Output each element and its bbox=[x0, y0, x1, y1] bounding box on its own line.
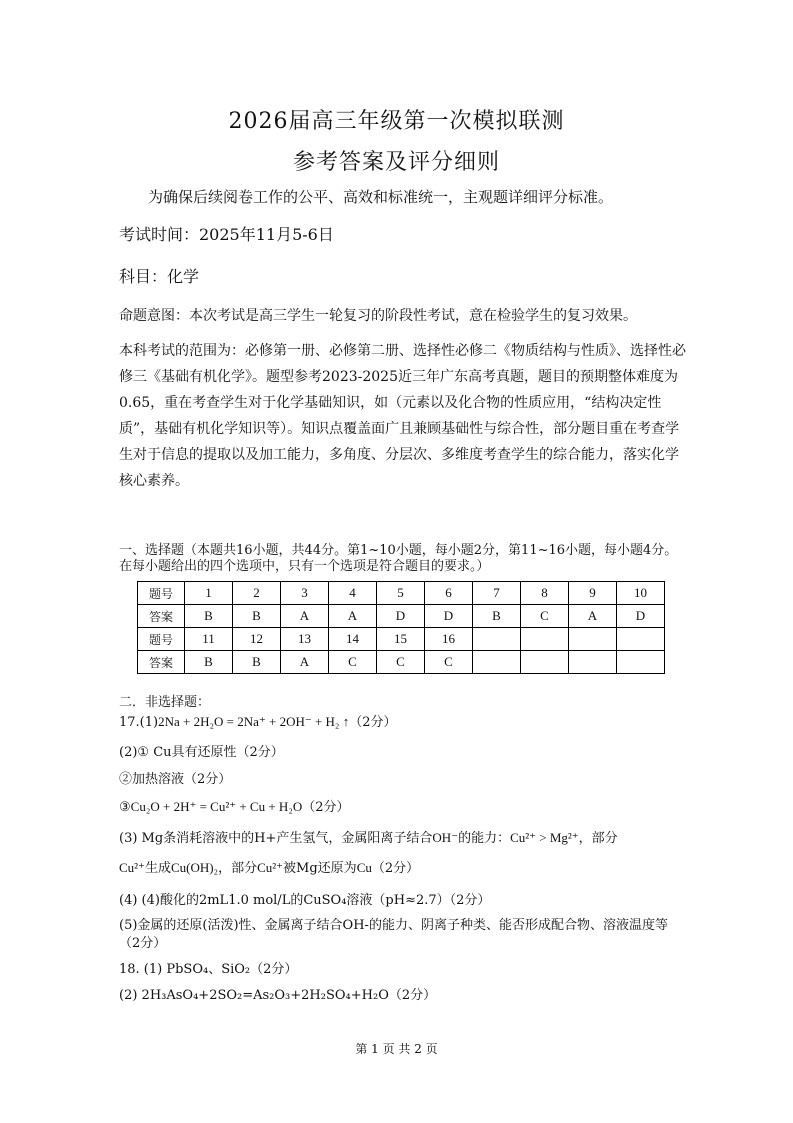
table-cell: 7 bbox=[473, 582, 521, 605]
page-title: 2026届高三年级第一次模拟联测 bbox=[228, 109, 565, 134]
table-row bbox=[138, 605, 665, 628]
chem-formula: Cu²⁺ bbox=[119, 860, 145, 875]
table-cell: 2 bbox=[233, 582, 281, 605]
table-cell: B bbox=[233, 605, 281, 628]
table-cell: 5 bbox=[377, 582, 425, 605]
chem-equation: Cu₂O + 2H⁺ = Cu²⁺ + Cu + H₂O bbox=[130, 799, 303, 814]
intro-text: 为确保后续阅卷工作的公平、高效和标准统一，主观题详细评分标准。 bbox=[148, 188, 614, 206]
text-span: ，部分 bbox=[218, 861, 258, 876]
table-row bbox=[138, 628, 665, 651]
table-row bbox=[138, 582, 665, 605]
exam-time: 考试时间：2025年11月5-6日 bbox=[119, 225, 334, 244]
table-cell: A bbox=[329, 605, 377, 628]
table-cell: C bbox=[377, 651, 425, 674]
table-cell: 12 bbox=[233, 628, 281, 651]
score: （2分） bbox=[302, 800, 350, 815]
answer-17-3-line2 bbox=[119, 857, 419, 876]
chem-formula: Cu bbox=[356, 860, 372, 875]
row-label: 题号 bbox=[138, 582, 185, 605]
page-footer: 第 1 页 共 2 页 bbox=[355, 1042, 438, 1056]
text-span: 生成 bbox=[144, 861, 171, 876]
table-cell: 15 bbox=[377, 628, 425, 651]
answer-17-2a: (2)① Cu具有还原性（2分） bbox=[119, 745, 284, 760]
table-cell bbox=[521, 651, 569, 674]
table-cell: 11 bbox=[185, 628, 233, 651]
table-cell: 3 bbox=[281, 582, 329, 605]
table-cell: 8 bbox=[521, 582, 569, 605]
chem-formula: Cu²⁺ > Mg²⁺ bbox=[510, 830, 579, 845]
table-cell: B bbox=[185, 605, 233, 628]
text-span: 的能力： bbox=[458, 831, 511, 846]
text-span: 被Mg还原为 bbox=[283, 861, 357, 876]
table-cell bbox=[473, 628, 521, 651]
table-cell bbox=[617, 628, 665, 651]
table-cell: D bbox=[425, 605, 473, 628]
table-cell bbox=[617, 651, 665, 674]
table-cell: B bbox=[185, 651, 233, 674]
table-cell bbox=[569, 628, 617, 651]
table-cell: A bbox=[281, 605, 329, 628]
table-cell: 16 bbox=[425, 628, 473, 651]
chem-formula: Cu(OH)₂ bbox=[170, 860, 219, 875]
table-cell: A bbox=[569, 605, 617, 628]
answer-17-3-line1 bbox=[119, 827, 618, 846]
table-cell: C bbox=[521, 605, 569, 628]
table-cell: D bbox=[377, 605, 425, 628]
chem-equation: 2Na + 2H₂O = 2Na⁺ + 2OH⁻ + H₂ ↑ bbox=[158, 714, 350, 729]
score: （2分） bbox=[349, 715, 397, 730]
chem-formula: OH⁻ bbox=[432, 830, 459, 845]
table-cell: 4 bbox=[329, 582, 377, 605]
text-span: (3) Mg条消耗溶液中的H+产生氢气，金属阳离子结合 bbox=[119, 831, 433, 846]
table-cell bbox=[473, 651, 521, 674]
answer-17-5: (5)金属的还原(活泼)性、金属离子结合OH-的能力、阴离子种类、能否形成配合物、溶液温度等（2分） bbox=[119, 918, 668, 951]
answer-18-1: 18. (1) PbSO₄、SiO₂（2分） bbox=[119, 962, 298, 977]
answer-17-4: (4) (4)酸化的2mL1.0 mol/L的CuSO₄溶液（pH≈2.7）（2分） bbox=[119, 893, 491, 908]
score: （2分） bbox=[371, 861, 420, 876]
question-number: 17.(1) bbox=[119, 715, 159, 730]
table-cell: D bbox=[617, 605, 665, 628]
table-cell: A bbox=[281, 651, 329, 674]
section1-heading: 一、选择题（本题共16小题，共44分。第1~10小题，每小题2分，第11~16小题，每小题4分。在每小题给出的四个选项中，只有一个选项是符合题目的要求。） bbox=[119, 543, 678, 574]
row-label: 题号 bbox=[138, 628, 185, 651]
row-label: 答案 bbox=[138, 651, 185, 674]
subject: 科目：化学 bbox=[119, 267, 200, 286]
page-subtitle: 参考答案及评分细则 bbox=[292, 150, 500, 175]
table-cell: 6 bbox=[425, 582, 473, 605]
table-cell: 14 bbox=[329, 628, 377, 651]
table-cell: B bbox=[473, 605, 521, 628]
answer-17-2c bbox=[119, 796, 350, 815]
table-cell: 13 bbox=[281, 628, 329, 651]
answer-18-2: (2) 2H₃AsO₄+2SO₂=As₂O₃+2H₂SO₄+H₂O（2分） bbox=[119, 988, 437, 1003]
table-cell bbox=[569, 651, 617, 674]
answer-17-2b: ②加热溶液（2分） bbox=[119, 772, 232, 787]
table-cell: C bbox=[425, 651, 473, 674]
table-cell: 9 bbox=[569, 582, 617, 605]
answer-table bbox=[137, 581, 665, 674]
table-cell bbox=[521, 628, 569, 651]
exam-scope: 本科考试的范围为：必修第一册、必修第二册、选择性必修二《物质结构与性质》、选择性必修三《基础有机化学》。题型参考2023-2025近三年广东高考真题，题目的预期整体难度为0.65，重在考查学生对于化学基础知识，如（元素以及化合物的性质应用，“结构决定性质”，基础有机化学知识等）。知识点覆盖面广且兼顾基础性与综合性，部分题目重在考查学生对于信息的提取以及加工能力，多角度、分层次、多维度考查学生的综合能力，落实化学核心素养。 bbox=[119, 343, 686, 489]
table-cell: 1 bbox=[185, 582, 233, 605]
table-cell: C bbox=[329, 651, 377, 674]
table-row bbox=[138, 651, 665, 674]
table-cell: B bbox=[233, 651, 281, 674]
sub-number: ③ bbox=[119, 800, 131, 815]
design-intent: 命题意图：本次考试是高三学生一轮复习的阶段性考试，意在检验学生的复习效果。 bbox=[119, 308, 637, 324]
section2-heading: 二．非选择题： bbox=[119, 695, 211, 710]
table-cell: 10 bbox=[617, 582, 665, 605]
chem-formula: Cu²⁺ bbox=[257, 860, 284, 875]
row-label: 答案 bbox=[138, 605, 185, 628]
answer-17-1 bbox=[119, 711, 397, 730]
text-span: ，部分 bbox=[578, 831, 618, 846]
